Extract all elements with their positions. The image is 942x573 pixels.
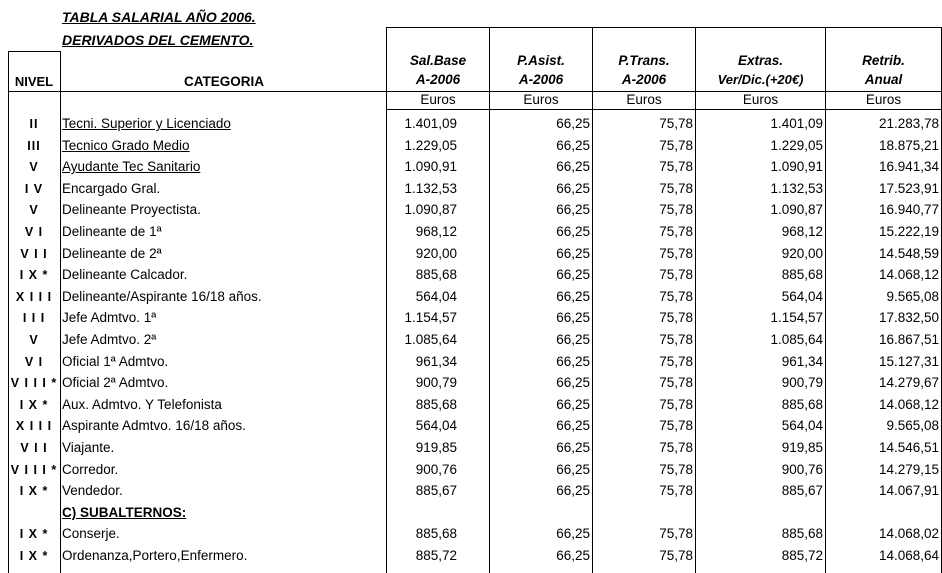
salbase-cell: 900,76 xyxy=(415,462,457,477)
extras-cell: 968,12 xyxy=(781,224,823,239)
retrib-cell: 14.548,59 xyxy=(878,246,939,261)
retrib-cell: 15.127,31 xyxy=(878,354,939,369)
pasist-cell: 66,25 xyxy=(556,483,590,498)
categoria-cell: Aspirante Admtvo. 16/18 años. xyxy=(62,418,246,433)
pasist-cell: 66,25 xyxy=(556,332,590,347)
categoria-cell: Oficial 1ª Admtvo. xyxy=(62,354,169,369)
pasist-cell: 66,25 xyxy=(556,354,590,369)
pasist-cell: 66,25 xyxy=(556,418,590,433)
extras-cell: 1.085,64 xyxy=(770,332,823,347)
salbase-cell: 968,12 xyxy=(415,224,457,239)
categoria-cell: Encargado Gral. xyxy=(62,181,161,196)
pasist-cell: 66,25 xyxy=(556,440,590,455)
pasist-cell: 66,25 xyxy=(556,116,590,131)
ptrans-cell: 75,78 xyxy=(659,116,693,131)
ptrans-cell: 75,78 xyxy=(659,310,693,325)
pasist-cell: 66,25 xyxy=(556,548,590,563)
salbase-header-line2: A-2006 xyxy=(415,72,461,87)
retrib-cell: 14.068,12 xyxy=(878,267,939,282)
categoria-header: CATEGORIA xyxy=(184,74,264,89)
salbase-cell: 1.154,57 xyxy=(404,310,457,325)
ptrans-cell: 75,78 xyxy=(659,202,693,217)
pasist-cell: 66,25 xyxy=(556,224,590,239)
nivel-cell: I V xyxy=(24,182,44,196)
pasist-cell: 66,25 xyxy=(556,202,590,217)
nivel-cell: V xyxy=(29,160,39,174)
pasist-cell: 66,25 xyxy=(556,138,590,153)
ptrans-cell: 75,78 xyxy=(659,526,693,541)
retrib-cell: 17.832,50 xyxy=(878,310,939,325)
extras-cell: 564,04 xyxy=(781,418,823,433)
salbase-cell: 1.085,64 xyxy=(404,332,457,347)
grid-line xyxy=(386,27,942,28)
salbase-cell: 564,04 xyxy=(415,418,457,433)
extras-cell: 885,67 xyxy=(781,483,823,498)
retrib-cell: 18.875,21 xyxy=(878,138,939,153)
nivel-cell: V xyxy=(29,333,39,347)
retrib-cell: 14.546,51 xyxy=(878,440,939,455)
categoria-cell: Corredor. xyxy=(62,462,119,477)
ptrans-cell: 75,78 xyxy=(659,289,693,304)
extras-cell: 1.090,91 xyxy=(770,159,823,174)
pasist-cell: 66,25 xyxy=(556,289,590,304)
ptrans-cell: 75,78 xyxy=(659,483,693,498)
retrib-cell: 16.867,51 xyxy=(878,332,939,347)
pasist-cell: 66,25 xyxy=(556,397,590,412)
ptrans-cell: 75,78 xyxy=(659,375,693,390)
retrib-cell: 14.068,12 xyxy=(878,397,939,412)
categoria-cell: Ordenanza,Portero,Enfermero. xyxy=(62,548,248,563)
extras-cell: 900,79 xyxy=(781,375,823,390)
categoria-cell: Viajante. xyxy=(62,440,115,455)
unit-retrib: Euros xyxy=(865,92,902,107)
extras-cell: 1.132,53 xyxy=(770,181,823,196)
nivel-cell: I X * xyxy=(19,268,49,282)
retrib-cell: 16.940,77 xyxy=(878,202,939,217)
extras-cell: 564,04 xyxy=(781,289,823,304)
extras-cell: 885,72 xyxy=(781,548,823,563)
extras-cell: 1.229,05 xyxy=(770,138,823,153)
extras-cell: 919,85 xyxy=(781,440,823,455)
nivel-cell: I I I xyxy=(22,311,46,325)
salbase-cell: 1.090,91 xyxy=(404,159,457,174)
salbase-cell: 900,79 xyxy=(415,375,457,390)
salbase-cell: 919,85 xyxy=(415,440,457,455)
salbase-cell: 885,72 xyxy=(415,548,457,563)
categoria-cell: Conserje. xyxy=(62,526,120,541)
ptrans-cell: 75,78 xyxy=(659,246,693,261)
pasist-cell: 66,25 xyxy=(556,181,590,196)
nivel-cell: II xyxy=(29,117,39,131)
salbase-cell: 1.229,05 xyxy=(404,138,457,153)
pasist-cell: 66,25 xyxy=(556,267,590,282)
pasist-cell: 66,25 xyxy=(556,159,590,174)
pasist-header-line2: A-2006 xyxy=(518,72,564,87)
retrib-cell: 14.067,91 xyxy=(878,483,939,498)
ptrans-cell: 75,78 xyxy=(659,224,693,239)
nivel-cell: I X * xyxy=(19,527,49,541)
retrib-cell: 9.565,08 xyxy=(886,418,939,433)
categoria-cell: Delineante Calcador. xyxy=(62,267,188,282)
extras-cell: 885,68 xyxy=(781,526,823,541)
ptrans-cell: 75,78 xyxy=(659,181,693,196)
ptrans-cell: 75,78 xyxy=(659,418,693,433)
salbase-cell: 885,67 xyxy=(415,483,457,498)
unit-ptrans: Euros xyxy=(626,92,662,107)
ptrans-cell: 75,78 xyxy=(659,267,693,282)
retrib-cell: 21.283,78 xyxy=(878,116,939,131)
table-title: TABLA SALARIAL AÑO 2006. xyxy=(62,9,256,25)
retrib-header-line1: Retrib. xyxy=(862,53,905,68)
extras-cell: 1.401,09 xyxy=(770,116,823,131)
extras-cell: 885,68 xyxy=(781,267,823,282)
salbase-cell: 885,68 xyxy=(415,526,457,541)
ptrans-cell: 75,78 xyxy=(659,332,693,347)
ptrans-cell: 75,78 xyxy=(659,462,693,477)
ptrans-header-line2: A-2006 xyxy=(621,72,667,87)
nivel-cell: X I I I xyxy=(15,419,53,433)
ptrans-cell: 75,78 xyxy=(659,397,693,412)
nivel-cell: I X * xyxy=(19,398,49,412)
categoria-cell: Tecni. Superior y Licenciado xyxy=(62,116,231,131)
retrib-cell: 14.279,15 xyxy=(878,462,939,477)
grid-line xyxy=(386,109,942,110)
categoria-cell: Tecnico Grado Medio xyxy=(62,138,190,153)
unit-extras: Euros xyxy=(742,92,779,107)
salbase-cell: 920,00 xyxy=(415,246,457,261)
grid-line xyxy=(8,51,60,52)
categoria-cell: Delineante de 1ª xyxy=(62,224,162,239)
ptrans-header-line1: P.Trans. xyxy=(618,53,670,68)
categoria-cell: Ayudante Tec Sanitario xyxy=(62,159,201,174)
ptrans-cell: 75,78 xyxy=(659,440,693,455)
nivel-cell: V I I I * xyxy=(10,463,58,477)
salbase-cell: 885,68 xyxy=(415,397,457,412)
nivel-cell: III xyxy=(27,139,41,153)
extras-header-line2: Ver/Dic.(+20€) xyxy=(717,72,804,87)
extras-cell: 961,34 xyxy=(781,354,823,369)
categoria-cell: Delineante de 2ª xyxy=(62,246,162,261)
categoria-cell: Delineante Proyectista. xyxy=(62,202,201,217)
categoria-cell: Jefe Admtvo. 2ª xyxy=(62,332,157,347)
salbase-cell: 885,68 xyxy=(415,267,457,282)
pasist-header-line1: P.Asist. xyxy=(517,53,565,68)
extras-cell: 920,00 xyxy=(781,246,823,261)
categoria-cell: Delineante/Aspirante 16/18 años. xyxy=(62,289,262,304)
ptrans-cell: 75,78 xyxy=(659,138,693,153)
salbase-cell: 961,34 xyxy=(415,354,457,369)
nivel-cell: V I I xyxy=(20,247,48,261)
pasist-cell: 66,25 xyxy=(556,526,590,541)
pasist-cell: 66,25 xyxy=(556,310,590,325)
retrib-cell: 17.523,91 xyxy=(878,181,939,196)
nivel-cell: I X * xyxy=(19,484,49,498)
pasist-cell: 66,25 xyxy=(556,246,590,261)
categoria-cell: Jefe Admtvo. 1ª xyxy=(62,310,157,325)
nivel-cell: V I I I * xyxy=(10,376,58,390)
nivel-header: NIVEL xyxy=(14,74,54,89)
retrib-cell: 16.941,34 xyxy=(878,159,939,174)
extras-cell: 1.090,87 xyxy=(770,202,823,217)
nivel-cell: V I I xyxy=(20,441,48,455)
extras-cell: 1.154,57 xyxy=(770,310,823,325)
extras-cell: 885,68 xyxy=(781,397,823,412)
extras-cell: 900,76 xyxy=(781,462,823,477)
ptrans-cell: 75,78 xyxy=(659,159,693,174)
grid-line xyxy=(60,51,61,573)
categoria-cell: Oficial 2ª Admtvo. xyxy=(62,375,169,390)
ptrans-cell: 75,78 xyxy=(659,354,693,369)
nivel-cell: X I I I xyxy=(15,290,53,304)
categoria-cell: Vendedor. xyxy=(62,483,123,498)
retrib-cell: 14.279,67 xyxy=(878,375,939,390)
salbase-cell: 1.090,87 xyxy=(404,202,457,217)
unit-pasist: Euros xyxy=(523,92,559,107)
salbase-cell: 564,04 xyxy=(415,289,457,304)
nivel-cell: I X * xyxy=(19,549,49,563)
retrib-cell: 9.565,08 xyxy=(886,289,939,304)
salbase-header-line1: Sal.Base xyxy=(409,53,467,68)
retrib-cell: 14.068,64 xyxy=(878,548,939,563)
retrib-header-line2: Anual xyxy=(864,72,903,87)
nivel-cell: V I xyxy=(24,355,44,369)
retrib-cell: 15.222,19 xyxy=(878,224,939,239)
retrib-cell: 14.068,02 xyxy=(878,526,939,541)
extras-header-line1: Extras. xyxy=(737,53,784,68)
ptrans-cell: 75,78 xyxy=(659,548,693,563)
unit-salbase: Euros xyxy=(420,92,456,107)
pasist-cell: 66,25 xyxy=(556,375,590,390)
nivel-cell: V xyxy=(29,203,39,217)
section-heading: C) SUBALTERNOS: xyxy=(62,505,187,520)
salbase-cell: 1.132,53 xyxy=(404,181,457,196)
categoria-cell: Aux. Admtvo. Y Telefonista xyxy=(62,397,222,412)
pasist-cell: 66,25 xyxy=(556,462,590,477)
table-subtitle: DERIVADOS DEL CEMENTO. xyxy=(62,32,254,48)
nivel-cell: V I xyxy=(24,225,44,239)
salbase-cell: 1.401,09 xyxy=(404,116,457,131)
